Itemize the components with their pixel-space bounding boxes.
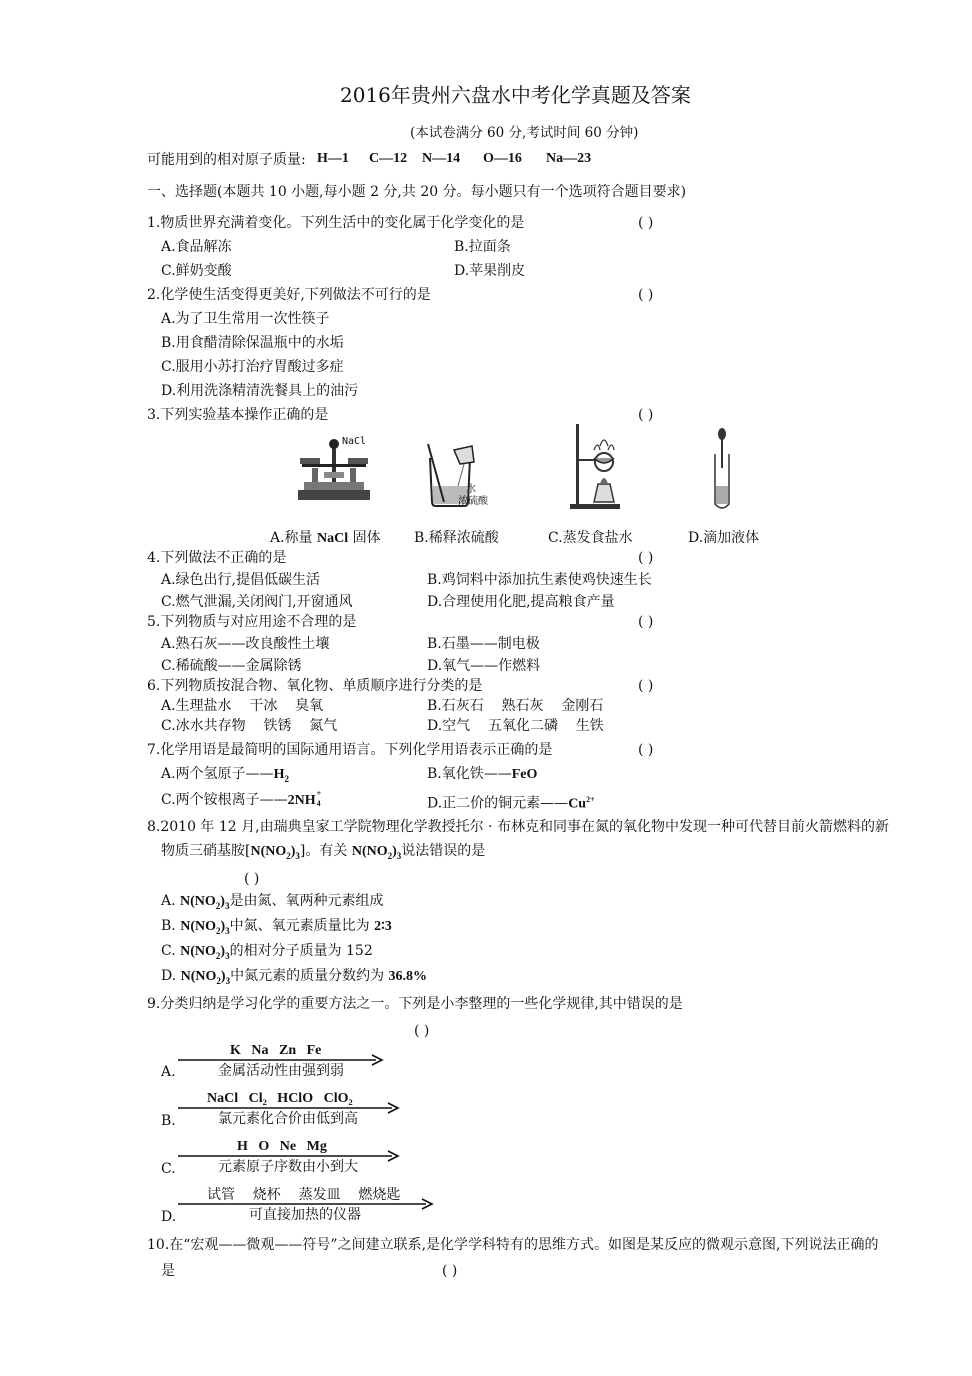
- option-a: A.称量 NaCl 固体: [270, 530, 381, 546]
- answer-blank: ( ): [244, 871, 260, 887]
- question-7-stem: 7.化学用语是最简明的国际通用语言。下列化学用语表示正确的是: [147, 742, 553, 758]
- nacl-label: NaCl: [342, 436, 367, 447]
- option-b: B.石墨——制电极: [427, 636, 540, 652]
- page-title: 2016年贵州六盘水中考化学真题及答案: [340, 83, 691, 107]
- option-d: D.氧气——作燃料: [427, 658, 541, 674]
- option-d-rule: 可直接加热的仪器: [249, 1207, 361, 1223]
- answer-blank: ( ): [638, 614, 654, 630]
- option-c: C.稀硫酸——金属除锈: [161, 658, 302, 674]
- option-d: D.空气 五氧化二磷 生铁: [427, 718, 604, 734]
- question-4-stem: 4.下列做法不正确的是: [147, 550, 287, 566]
- atomic-mass-h: H—1: [317, 151, 349, 166]
- option-d: D.合理使用化肥,提高粮食产量: [427, 594, 615, 610]
- option-c: C.燃气泄漏,关闭阀门,开窗通风: [161, 594, 353, 610]
- question-10-stem-cont: 是: [161, 1263, 175, 1279]
- water-label: 水: [466, 484, 476, 495]
- option-b: B.稀释浓硫酸: [414, 530, 499, 546]
- option-c-letter: C.: [161, 1161, 176, 1177]
- question-8-stem-cont: 物质三硝基胺$[N(NO_2)_3]$。有关 $N(NO_2)_3$说法错误的是: [161, 843, 486, 861]
- option-d: D.正二价的铜元素$——Cu^{2+}$: [427, 795, 595, 812]
- question-1-stem: 1.物质世界充满着变化。下列生活中的变化属于化学变化的是: [147, 215, 525, 231]
- atomic-mass-n: N—14: [422, 151, 461, 166]
- option-d: D.苹果削皮: [454, 263, 526, 279]
- question-3-stem: 3.下列实验基本操作正确的是: [147, 407, 329, 423]
- question-5-stem: 5.下列物质与对应用途不合理的是: [147, 614, 357, 630]
- acid-label: 浓硫酸: [458, 496, 488, 507]
- option-b: B.鸡饲料中添加抗生素使鸡快速生长: [427, 572, 652, 588]
- answer-blank: ( ): [442, 1263, 458, 1279]
- question-8-stem: 8.2010 年 12 月,由瑞典皇家工学院物理化学教授托尔 · 布林克和同事在氮的氧化物中发现一种可代替目前火箭燃料的新: [147, 819, 889, 835]
- answer-blank: ( ): [638, 550, 654, 566]
- option-c: C.鲜奶变酸: [161, 263, 232, 279]
- question-9-stem: 9.分类归纳是学习化学的重要方法之一。下列是小李整理的一些化学规律,其中错误的是: [147, 996, 683, 1012]
- option-a: A.两个氢原子$——H_2$: [161, 766, 289, 784]
- question-2-stem: 2.化学使生活变得更美好,下列做法不可行的是: [147, 287, 431, 303]
- question-10-stem: 10.在“宏观——微观——符号”之间建立联系,是化学学科特有的思维方式。如图是某反应的微观示意图,下列说法正确的: [147, 1237, 879, 1253]
- option-c: C.服用小苏打治疗胃酸过多症: [161, 359, 344, 375]
- option-a: A.食品解冻: [161, 239, 232, 255]
- option-a: A.熟石灰——改良酸性土壤: [161, 636, 330, 652]
- atomic-mass-label: 可能用到的相对原子质量:: [147, 152, 306, 168]
- option-d: D. $N(NO_2)_3$中氮元素的质量分数约为 36.8%: [161, 968, 428, 986]
- option-c: C.两个铵根离子——2NH + 4: [161, 789, 322, 808]
- question-6-stem: 6.下列物质按混合物、氧化物、单质顺序进行分类的是: [147, 678, 483, 694]
- option-d: D.利用洗涤精清洗餐具上的油污: [161, 383, 359, 399]
- answer-blank: ( ): [638, 287, 654, 303]
- answer-blank: ( ): [638, 215, 654, 231]
- option-a-rule: 金属活动性由强到弱: [218, 1063, 344, 1079]
- option-a: A.生理盐水 干冰 臭氧: [161, 698, 324, 714]
- option-b: B. $N(NO_2)_3$中氮、氧元素质量比为 2∶3: [161, 918, 392, 936]
- option-a-elements: K Na Zn Fe: [230, 1043, 322, 1058]
- option-b: B.氧化铁——FeO: [427, 766, 538, 782]
- option-d-instruments: 试管 烧杯 蒸发皿 燃烧匙: [207, 1187, 401, 1203]
- option-c-rule: 元素原子序数由小到大: [218, 1159, 358, 1175]
- option-a: A.为了卫生常用一次性筷子: [161, 311, 330, 327]
- option-c: C. $N(NO_2)_3$的相对分子质量为 152: [161, 943, 373, 961]
- option-a-letter: A.: [161, 1064, 176, 1080]
- option-d: D.滴加液体: [688, 530, 760, 546]
- option-d-letter: D.: [161, 1209, 177, 1225]
- option-b: B.用食醋清除保温瓶中的水垢: [161, 335, 344, 351]
- option-b: B.拉面条: [454, 239, 511, 255]
- option-a: A.绿色出行,提倡低碳生活: [161, 572, 321, 588]
- option-c: C.冰水共存物 铁锈 氮气: [161, 718, 338, 734]
- option-b-formulas: NaCl Cl₂ HClO ClO₂: [207, 1091, 353, 1106]
- answer-blank: ( ): [638, 742, 654, 758]
- answer-blank: ( ): [638, 407, 654, 423]
- answer-blank: ( ): [414, 1023, 430, 1039]
- option-b: B.石灰石 熟石灰 金刚石: [427, 698, 604, 714]
- option-a: A. $N(NO_2)_3$是由氮、氧两种元素组成: [161, 893, 384, 911]
- option-c-elements: H O Ne Mg: [237, 1139, 327, 1154]
- atomic-mass-o: O—16: [483, 151, 522, 166]
- answer-blank: ( ): [638, 678, 654, 694]
- atomic-mass-c: C—12: [369, 151, 408, 166]
- option-c: C.蒸发食盐水: [548, 530, 633, 546]
- dropper-illustration: [710, 428, 734, 512]
- atomic-mass-na: Na—23: [546, 151, 592, 166]
- option-b-letter: B.: [161, 1113, 176, 1129]
- option-b-rule: 氯元素化合价由低到高: [218, 1111, 358, 1127]
- exam-info: (本试卷满分 60 分,考试时间 60 分钟): [410, 125, 639, 141]
- section-heading: 一、选择题(本题共 10 小题,每小题 2 分,共 20 分。每小题只有一个选项符合题目要求): [147, 184, 687, 200]
- evaporation-illustration: [564, 424, 624, 512]
